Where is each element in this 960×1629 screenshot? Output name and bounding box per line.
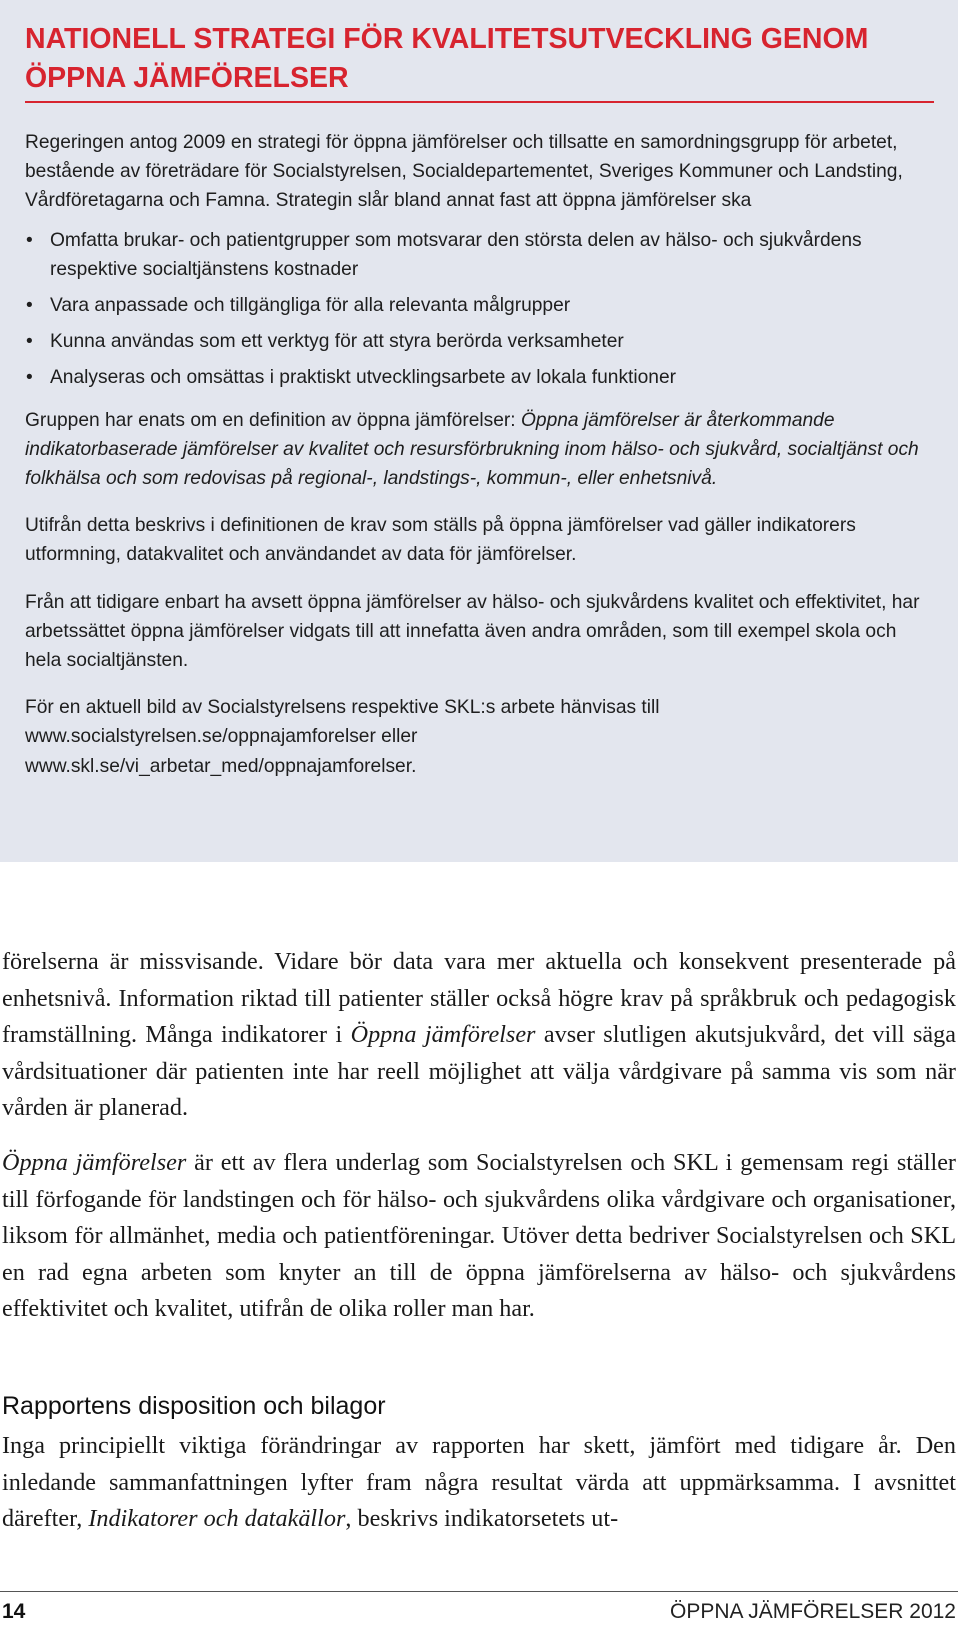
bullet-text: Kunna användas som ett verktyg för att styra berörda verksamheter bbox=[50, 331, 624, 353]
body-paragraph-2-text: är ett av flera underlag som Socialstyrelsen och SKL i gemensam regi ställer till förfogande för landstingen och för hälso- och sjukvårdens olika vårdgivare och organisationer, liksom för allmänhet, media och patientföreningar. Utöver detta bedriver Socialstyrelsen och SKL en rad egna arbeten som knyter an till de öppna jämförelserna av hälso- och sjukvårdens effektivitet och kvalitet, utifrån de olika roller man har. bbox=[2, 1148, 956, 1323]
bullet-text: Omfatta brukar- och patientgrupper som motsvarar den största delen av hälso- och sjukvårdens respektive socialtjänstens kostnader bbox=[50, 229, 862, 280]
bullet-item bbox=[25, 363, 930, 392]
publication-name-italic: Öppna jämförelser bbox=[2, 1148, 187, 1176]
body-paragraph-1 bbox=[2, 944, 956, 1127]
bullet-item bbox=[25, 327, 930, 356]
reference-lead: För en aktuell bild av Socialstyrelsens respektive SKL:s arbete hänvisas till bbox=[25, 697, 660, 719]
socialstyrelsen-link[interactable]: www.socialstyrelsen.se/oppnajamforelser eller bbox=[25, 726, 418, 748]
bullet-text: Analyseras och omsättas i praktiskt utvecklingsarbete av lokala funktioner bbox=[50, 367, 677, 389]
section-name-italic: Indikatorer och datakällor bbox=[88, 1505, 346, 1533]
fact-box-title: NATIONELL STRATEGI FÖR KVALITETSUTVECKLING GENOM ÖPPNA JÄMFÖRELSER bbox=[25, 23, 869, 94]
body-paragraph-3-text-a: Inga principiellt viktiga förändringar av rapporten har skett, jämfört med tidigare år. Den inledande sammanfattningen lyfter fram några resultat värda att uppmärksamma. I avsnittet därefter, bbox=[2, 1432, 956, 1533]
skl-link[interactable]: www.skl.se/vi_arbetar_med/oppnajamforelser. bbox=[25, 755, 417, 777]
bullet-icon: • bbox=[26, 331, 33, 353]
requirements-paragraph: Utifrån detta beskrivs i definitionen de krav som ställs på öppna jämförelser vad gäller indikatorers utformning, datakvalitet och användandet av data för jämförelser. bbox=[25, 515, 856, 566]
running-footer-title: ÖPPNA JÄMFÖRELSER 2012 bbox=[670, 1600, 956, 1623]
bullet-item bbox=[25, 291, 930, 320]
fact-box-title-rule bbox=[25, 101, 934, 103]
definition-paragraph bbox=[25, 406, 930, 494]
bullet-icon: • bbox=[26, 229, 33, 251]
fact-box-bullet-list bbox=[25, 226, 930, 393]
body-paragraph-1-text-a: förelserna är missvisande. Vidare bör data vara mer aktuella och konsekvent presenterade på enhetsnivå. Information riktad till patienter ställer också högre krav på språkbruk och pedagogisk framställning. Många indikatorer i bbox=[2, 948, 956, 1049]
fact-box-body bbox=[25, 128, 930, 799]
scope-paragraph: Från att tidigare enbart ha avsett öppna jämförelser av hälso- och sjukvårdens kvalitet och effektivitet, har arbetssättet öppna jämförelser vidgats till att innefatta även andra områden, som till exempel skola och hela socialtjänsten. bbox=[25, 591, 920, 672]
page-number: 14 bbox=[2, 1600, 26, 1623]
publication-name-italic: Öppna jämförelser bbox=[350, 1021, 536, 1049]
fact-box-intro: Regeringen antog 2009 en strategi för öppna jämförelser och tillsatte en samordningsgrupp för arbetet, bestående av företrädare för Socialstyrelsen, Socialdepartementet, Sveriges Kommuner och Landsting, Vårdföretagarna och Famna. Strategin slår bland annat fast att öppna jämförelser ska bbox=[25, 132, 903, 212]
body-paragraph-3-text-b: , beskrivs indikatorsetets ut- bbox=[345, 1505, 619, 1533]
bullet-icon: • bbox=[26, 295, 33, 317]
bullet-icon: • bbox=[26, 367, 33, 389]
body-paragraph-2 bbox=[2, 1145, 956, 1328]
section-heading: Rapportens disposition och bilagor bbox=[2, 1392, 386, 1420]
definition-italic: Öppna jämförelser är återkommande indikatorbaserade jämförelser av kvalitet och resursförbrukning inom hälso- och sjukvård, socialtjänst och folkhälsa och som redovisas på regional-, landstings-, kommun-, eller enhetsnivå. bbox=[25, 409, 919, 490]
reference-paragraph bbox=[25, 693, 930, 781]
section-text bbox=[2, 1428, 956, 1538]
bullet-text: Vara anpassade och tillgängliga för alla relevanta målgrupper bbox=[50, 295, 571, 317]
footer-rule bbox=[0, 1591, 958, 1592]
main-text bbox=[2, 944, 956, 1346]
definition-lead: Gruppen har enats om en definition av öppna jämförelser: bbox=[25, 409, 521, 431]
body-paragraph-1-text-b: avser slutligen akutsjukvård, det vill säga vårdsituationer där patienten inte har reell möjlighet att välja vårdgivare på samma vis som när vården är planerad. bbox=[2, 1021, 956, 1122]
bullet-item bbox=[25, 226, 930, 284]
body-paragraph-3 bbox=[2, 1428, 956, 1538]
